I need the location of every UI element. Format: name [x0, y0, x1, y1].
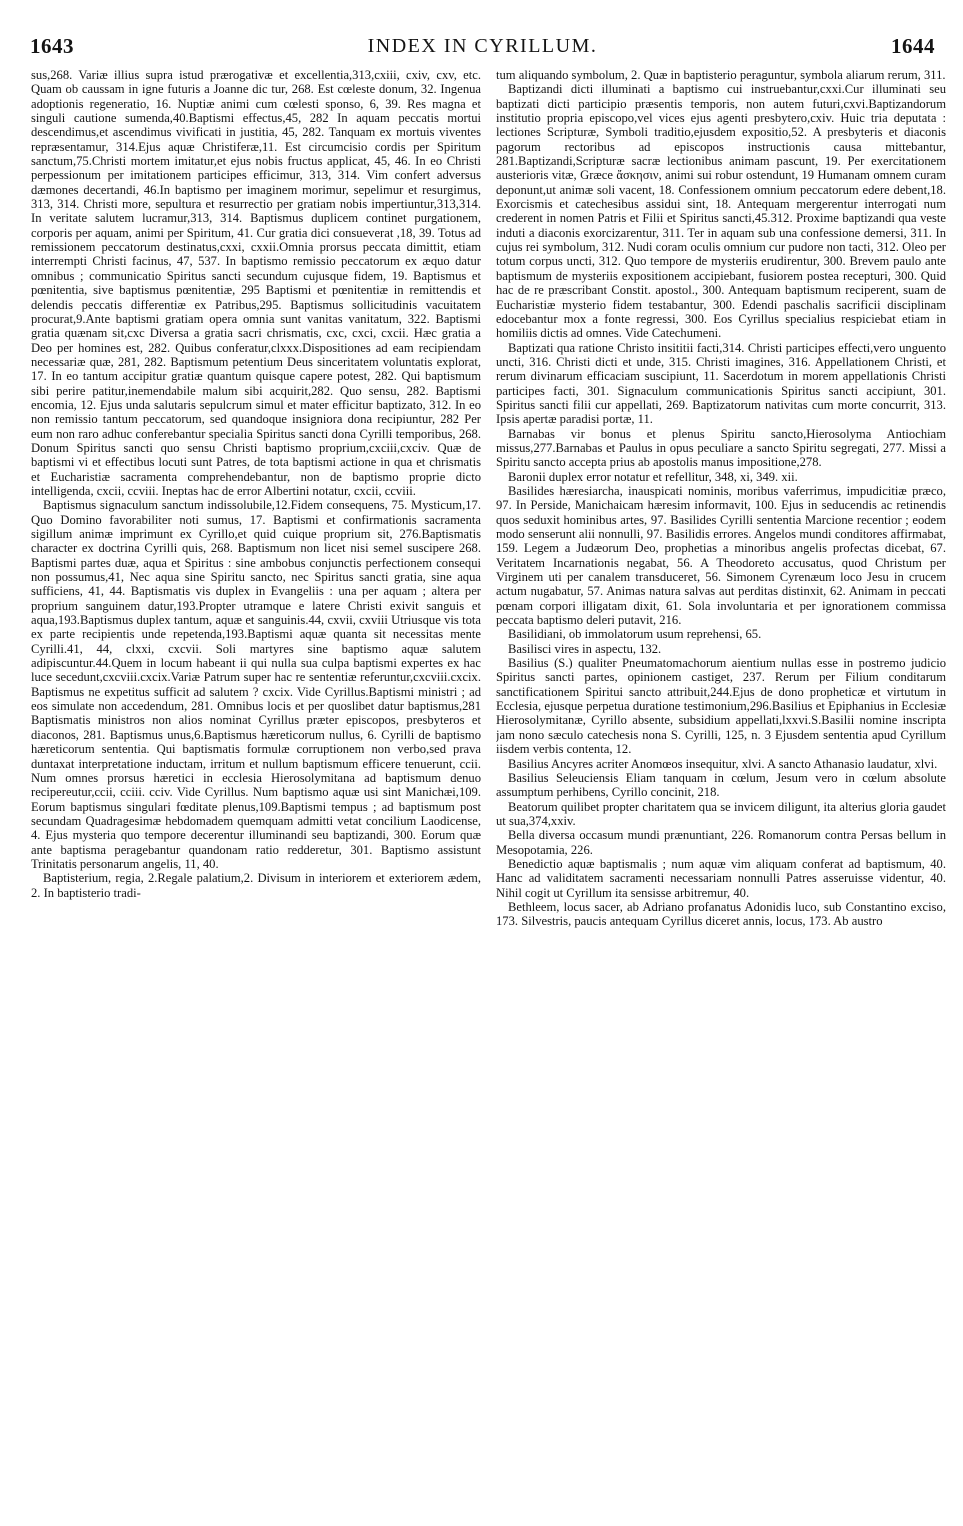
index-entry: Baptisterium, regia, 2.Regale palatium,2. Divisum in interiorem et exteriorem ædem, 2. In baptisterio tradi- — [31, 871, 481, 900]
index-entry: Basilidiani, ob immolatorum usum reprehensi, 65. — [508, 627, 762, 642]
index-entry: Benedictio aquæ baptismalis ; num aquæ vim aliquam conferat ad baptismum, 40. Hanc ad validitatem sacramenti necessariam nonnulli Patres asseruisse videntur, 40. Nihil cogit ut Cyrillum ita sensisse arbitremur, 40. — [496, 856, 946, 900]
index-entry: Basilius Seleuciensis Eliam tanquam in cœlum, Jesum vero in cœlum absolute assumptum perhibens, Cyrillo concinit, 218. — [496, 770, 946, 800]
index-entry: Baronii duplex error notatur et refellitur, 348, xi, 349. xii. — [508, 469, 798, 484]
page-header — [30, 34, 935, 64]
index-entry: sus,268. Variæ illius supra istud prærogativæ et excellentia,313,cxiii, cxiv, cxv, etc. Quam ob caussam in igne futuris a Joanne dic tur, 268. Est cœleste donum, 32. Ingenua adoptionis regeneratio, 16. Nuptiæ animi cum cœlesti sponso, 6, 39. Res magna et singuli cautione sumenda,40.Baptismi effectus,45, 282 In aquam peccatis mortui descendimus,et ascendimus vivificati in justitia, 45, 282. Tanquam ex mortuis viventes repræsentamur, 314.Ejus aquæ Christiferæ,11. Est circumcisio cordis per Spiritum sanctum,75.Christi mortem imitatur,et ejus nobis fructus applicat, 45, 46. In eo Christi perpessionum per imitationem participes efficimur, 313, 314. Vim confert adversus dæmones decertandi, 46.In baptismo per imaginem morimur, sepelimur et resurgimus, 313, 314. Christi more, sepultura et resurrectio per gratiam nobis impertiuntur,313,314. In veritate salutem lucramur,313, 314. Baptismus duplicem continet purgationem, corporis per aquam, animi per Spiritum, 41. Cur gratia dici consueverat ,18, 39. Totus ad remissionem peccatorum destinatus,cxxi, cxxii.Omnia prorsus peccata dimittit, etiam interrempti Christi facinus, 47, 537. In baptismo remissio peccatorum ex æquo datur omnibus ; communicatio Spiritus sancti secundum cujusque fidem, 19. Baptismus et pœnitentia, sive baptismus pœnitentiæ, 295 Baptismi et pœnitentiæ in remittendis et delendis peccatis differentiæ ex Patribus,295. Baptismus sollicitudinis vacuitatem procurat,9.Ante baptismi gratiam opera omnia sunt vanitas vanitatum, 322. Baptismi gratia quænam sit,cxc Diversa a gratia sacri chrismatis, cxc, cxci, cxcii. Hæc gratia a Deo per homines est, 282. Quibus conferatur,clxxx.Dispositiones ad eam recipiendam necessariæ quæ, 281, 282. Baptismum petentium Deus sinceritatem voluntatis explorat, 17. In eo tantum accipitur gratiæ quantum quisque capere potest, 282. Qui baptismum sibi perire patitur,inemendabile malum sibi acquirit,282. Quo sensu, 282. Baptismi encomia, 12. Ejus unda salutaris sepulcrum simul et mater efficitur baptizato, 312. In eo non remissio tantum peccatorum, sed quandoque insigniora dona recipiuntur, 282 Per eum non raro adhuc conferebantur specialia Spiritus sancti dona Cyrilli temporibus, 268. Donum Spiritus sancti quo sensu Christi baptismo proprium,cxciii,cxciv. Quæ de baptismi vi et effectibus locuti sunt Patres, de tota baptismi actione in qua et chrismatis et Eucharistiæ sacramenta comprehendebantur, non de baptismo proprie dicto intelligenda, cxcii, ccviii. Ineptas hac de error Albertini notatur, cxcii, ccviii. — [31, 68, 481, 498]
index-entry: Beatorum quilibet propter charitatem qua se invicem diligunt, ita alterius gloria gaudet ut sua,374,xxiv. — [496, 799, 946, 828]
index-entry: Basilides hæresiarcha, inauspicati nominis, moribus vaferrimus, impudicitiæ præco, 97. In Perside, Manichaicam hæresim informavit, 100. Ejus in seducendis ac retinendis quos seduxit hominibus artes, 97. Basilides Cyrilli sententia Marcione recentior ; eodem modo senserunt alii nonnulli, 97. Basilidis errores. Angelos mundi conditores affirmabat, 159. Legem a Judæorum Deo, prophetias a minoribus angelis profectas dicebat, 67. Veritatem Incarnationis negabat, 56. A Theodoreto accusatus, quod Christum per Virginem uti per canalem transduceret, 56. Simonem Cyrenæum loco Jesu in crucem actum nugabatur, 57. Animas natura salvas aut perditas distinxit, 62. Animam in peccati pœnam corpori illigatam dixit, 61. Sola involuntaria et per ignorationem commissa peccata baptismo deleri putavit, 216. — [496, 483, 946, 628]
left-column — [31, 68, 481, 1518]
index-entry: Basilius (S.) qualiter Pneumatomachorum aientium nullas esse in postremo judicio Spiritus sancti partes, opinionem castiget, 237. Rerum per Filium conditarum sanctificationem Spiritui sancto attribuit,244.Ejus de dono propheticæ et virtutum in Ecclesia, ejusque perpetua duratione testimonium,296.Basilius et Epiphanius in Ecclesiæ Hierosolymitanæ, Cyrillo absente, subsidium appellati,lxxvi.S.Basilii nomine inscripta jam nono sæculo catechesis nona S. Cyrilli, 125, n. 3 Ejusdem sententia apud Cyrillum iisdem verbis contenta, 12. — [496, 656, 946, 757]
right-column — [496, 68, 946, 1518]
index-entry: Baptismus signaculum sanctum indissolubile,12.Fidem consequens, 75. Mysticum,17. Quo Domino favorabiliter noti sumus, 17. Baptismi et confirmationis sacramenta sigillum animæ imprimunt ex Cyrillo,et quid cuique proprium sit, 276.Baptismatis character ex doctrina Cyrilli quis, 268. Baptismum non licet nisi semel suscipere 268. Baptismi partes duæ, aqua et Spiritus : sine ambobus conjunctis perfectionem consequi non possumus,41, Nec aqua sine Spiritu sancto, nec Spiritus sancti gratia, sine aqua sufficiens, 41, 44. Baptismatis vis duplex in Evangeliis : una per aquam ; altera per proprium sanguinem datur,193.Propter utramque e latere Christi exivit sanguis et aqua,193.Baptismus duplex tantum, aquæ et sanguinis.44, cxvii, cxviii Utriusque vis tota ex parte recipientis unde repetenda,193.Baptismi aquæ quanta sit necessitas mente Cyrilli.41, 44, clxxi, cxcvii. Soli martyres sine baptismo aquæ salutem adipiscuntur.44.Quem in locum habeant ii qui nulla sua culpa baptismi expertes ex hac luce secedunt,cxcviii.cxcix.Variæ Patrum super hac re sententiæ referuntur,cxcviii.cxcix. Baptismus ne expetitus sufficit ad salutem ? cxcix. Vide Cyrillus.Baptismi ministri ; ad eos simulate non accedendum, 281. Omnibus locis et per quoslibet datur baptismus,281 Baptismatis ministros non alios nominat Cyrillus præter episcopos, presbyteros et diaconos, 281. Baptismus unus,6.Baptismus hæreticorum nullus, 6. Cyrilli de baptismo hæreticorum sententia. Qui baptismatis formulæ corruptionem non verbo,sed prava duntaxat interpretatione inductam, irritum et nullum baptismum efficere tenuerunt, ccii. Num omnes prorsus hæretici in ecclesia Hierosolymitana ad baptismum denuo recipereutur,ccii, cciii. cciv. Vide Cyrillus. Num baptismo aquæ usi sint Manichæi,109. Eorum baptismus singulari fœditate plenus,109.Baptismi tempus ; ad baptismum post secundam Quadragesimæ hebdomadem quemquam admitti vetat concilium Laodicense, 4. Ejus mysteria quo tempore decerentur illuminandi seu baptizandi, 300. Eorum quæ ante baptisma peragebantur quandonam ratio redderetur, 301. Baptismo assistunt Trinitatis personarum angelis, 11, 40. — [31, 498, 481, 871]
index-entry: Basilisci vires in aspectu, 132. — [508, 641, 662, 656]
index-entry: tum aliquando symbolum, 2. Quæ in baptisterio peraguntur, symbola aliarum rerum, 311. — [496, 68, 946, 82]
index-entry: Bethleem, locus sacer, ab Adriano profanatus Adonidis luco, sub Constantino exciso, 173. Silvestris, paucis antequam Cyrillus diceret annis, locus, 173. Ab austro — [496, 899, 946, 929]
page-number-right: 1644 — [891, 34, 935, 58]
index-entry: Baptizati qua ratione Christo insititii facti,314. Christi participes effecti,vero unguento uncti, 316. Christi dicti et unde, 315. Christi imagines, 316. Appellationem Christi, et rerum divinarum efficaciam suscipiunt, 11. Sacerdotum in morem appellationis Christi participes facti, 301. Signaculum communicationis Spiritus sancti accipiunt, 301. Spiritus sancti filii cur appellati, 269. Baptizatorum nativitas cum morte concurrit, 313. Ipsis apertæ paradisi portæ, 11. — [496, 340, 946, 427]
index-entry: Bella diversa occasum mundi prænuntiant, 226. Romanorum contra Persas bellum in Mesopotamia, 226. — [496, 828, 946, 857]
index-entry: Barnabas vir bonus et plenus Spiritu sancto,Hierosolyma Antiochiam missus,277.Barnabas et Paulus in opus peculiare a sancto Spiritu segregati, 277. Missi a Spiritu sancto accepta prius ab apostolis manus impositione,278. — [496, 426, 946, 470]
index-entry: Baptizandi dicti illuminati a baptismo cui instruebantur,cxxi.Cur illuminati seu baptizati dicti participio præsentis temporis, non autem futuri,cxvi.Baptizandorum institutio propria episcopo,vel vices ejus agenti presbytero,cxiv. Huic tria deputata : lectiones Scripturæ, Symboli traditio,ejusdem expositio,52. A presbyteris et diaconis pagorum rectoribus ad episcopos instructionis causa mittebantur, 281.Baptizandi,Scripturæ sacræ lectionibus animam pascunt, 19. Per exercitationem austerioris vitæ, Græce ἄσκησιν, animi sui robur ostendunt, 19 Humanam omnem curam deponunt,ut animæ soli vacent, 18. Confessionem omnium peccatorum edere debent,18. Exorcismis et catechesibus assidui sint, 18. Antequam mergerentur interrogati num crederent in nomen Patris et Filii et Spiritus sancti,45.312. Proxime baptizandi qua veste induti a diaconis exorcizarentur, 311. Ter in aquam sub una confessione demersi, 311. In cujus rei symbolum, 312. Nudi coram oculis omnium cur pudore non tacti, 312. Oleo per totum corpus uncti, 312. Quo tempore de mysteriis erudirentur, 300. Brevem paulo ante baptismum de mysteriis expositionem accipiebant, fusiorem postea recepturi, 300. Quid hac de re præscribant Constit. apostol., 300. Antequam baptismum reciperent, suam de Eucharistiæ mysterio fidem testabantur, 300. Edendi paschalis sacrificii disciplinam edocebantur mox a fonte regressi, 300. Eos Cyrillus specialius respiciebat etiam in homiliis dictis ad omnes. Vide Catechumeni. — [496, 82, 946, 341]
page-number-left: 1643 — [30, 34, 74, 58]
index-entry: Basilius Ancyres acriter Anomœos insequitur, xlvi. A sancto Athanasio laudatur, xlvi. — [508, 756, 938, 771]
page-title: INDEX IN CYRILLUM. — [367, 35, 598, 57]
